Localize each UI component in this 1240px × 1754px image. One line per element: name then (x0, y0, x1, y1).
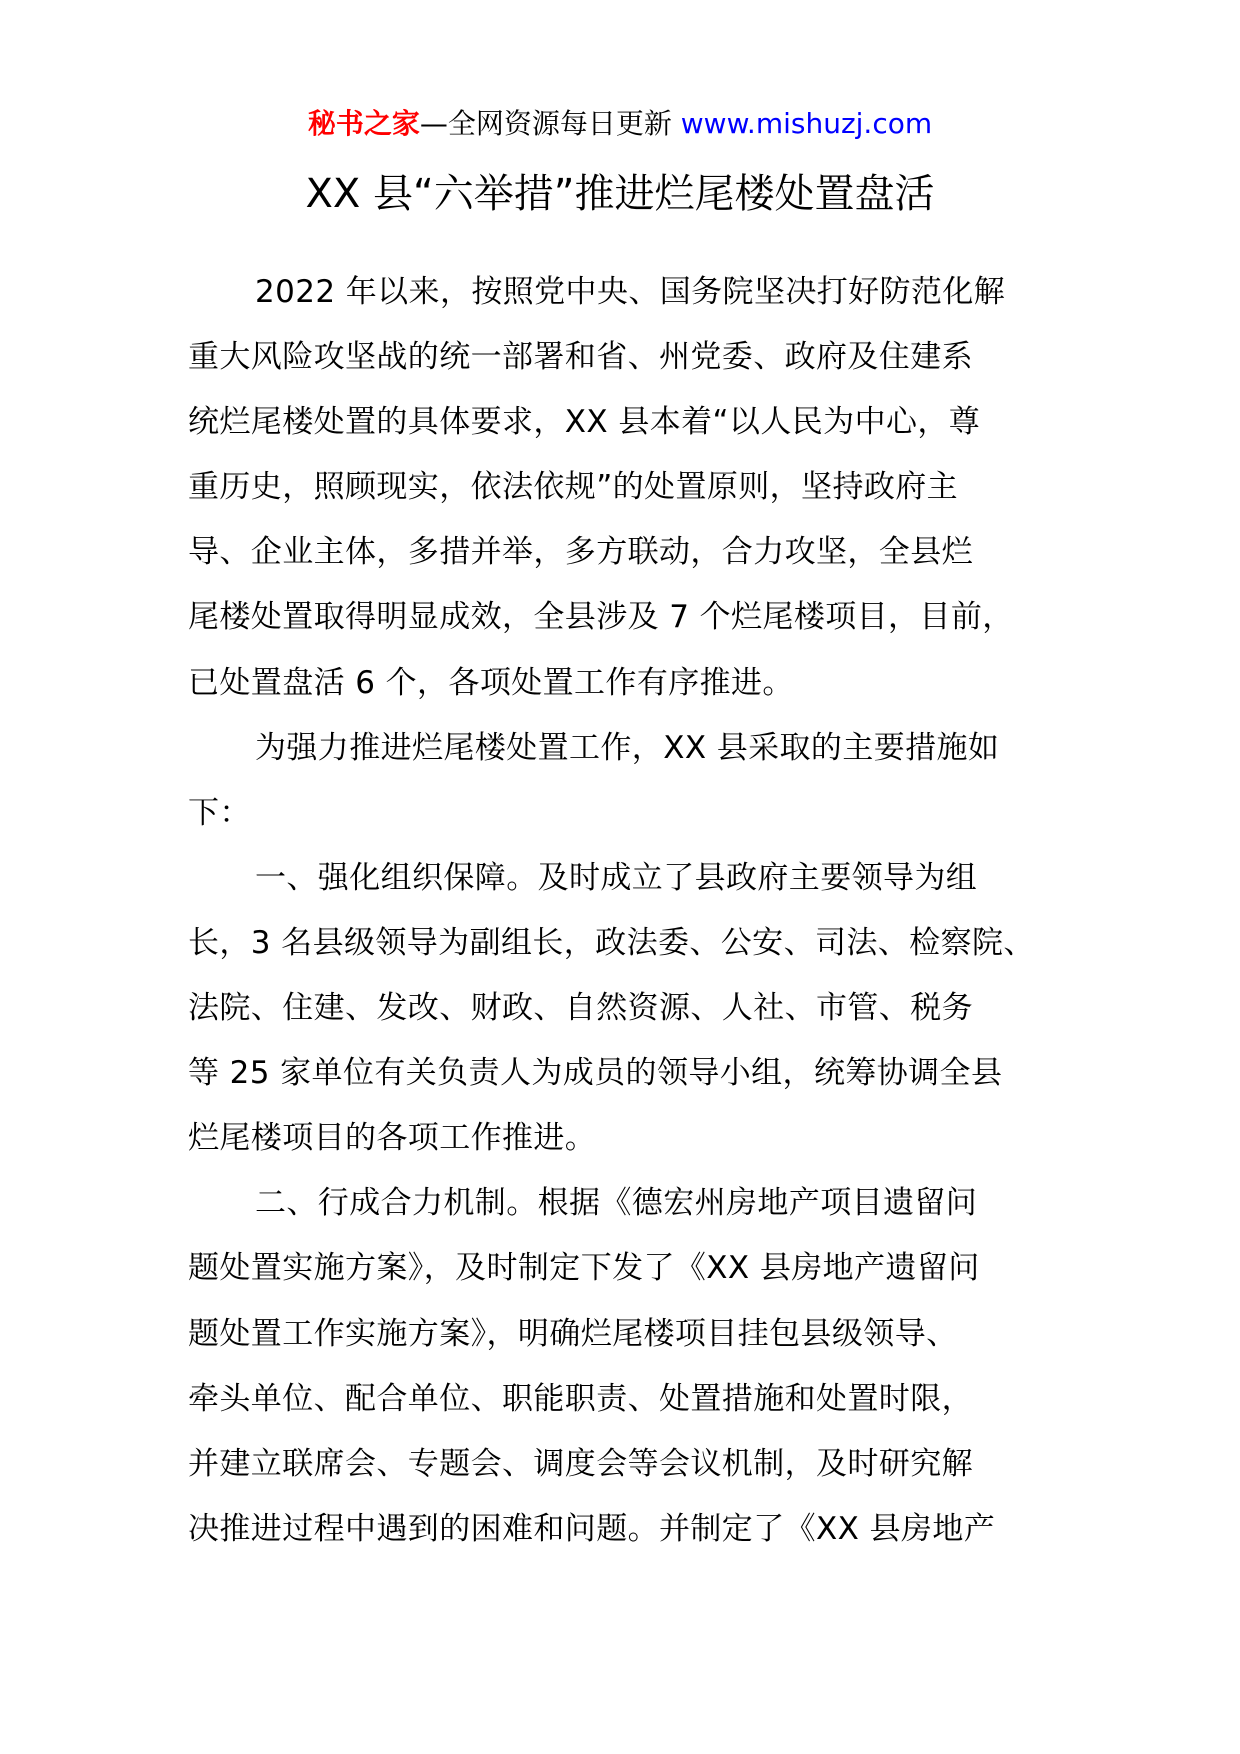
brand-name: 秘书之家 (307, 107, 420, 140)
body-line: 为强力推进烂尾楼处置工作，XX 县采取的主要措施如 (255, 729, 1000, 766)
site-header (0, 104, 1240, 144)
body-line: 下： (188, 794, 251, 831)
body-line: 一、强化组织保障。及时成立了县政府主要领导为组 (255, 859, 978, 896)
body-line: 2022 年以来，按照党中央、国务院坚决打好防范化解 (255, 274, 1006, 310)
body-line: 牵头单位、配合单位、职能职责、处置措施和处置时限， (188, 1380, 973, 1417)
body-line: 决推进过程中遇到的困难和问题。并制定了《XX 县房地产 (188, 1510, 996, 1547)
document-body (188, 260, 1058, 1562)
body-line: 题处置工作实施方案》，明确烂尾楼项目挂包县级领导、 (188, 1315, 958, 1352)
body-line: 统烂尾楼处置的具体要求，XX 县本着“以人民为中心，尊 (188, 404, 981, 441)
site-link[interactable]: www.mishuzj.com (680, 107, 933, 140)
body-line: 重历史，照顾现实，依法依规”的处置原则，坚持政府主 (188, 469, 959, 506)
document-title: XX 县“六举措”推进烂尾楼处置盘活 (305, 171, 935, 217)
body-line: 等 25 家单位有关负责人为成员的领导小组，统筹协调全县 (188, 1055, 1003, 1092)
body-line: 导、企业主体，多措并举，多方联动，合力攻坚，全县烂 (188, 534, 973, 571)
body-line: 重大风险攻坚战的统一部署和省、州党委、政府及住建系 (188, 339, 973, 376)
body-line: 题处置实施方案》，及时制定下发了《XX 县房地产遗留问 (188, 1250, 980, 1287)
body-line: 已处置盘活 6 个，各项处置工作有序推进。 (188, 664, 794, 701)
body-line: 法院、住建、发改、财政、自然资源、人社、市管、税务 (188, 990, 973, 1027)
body-line: 长，3 名县级领导为副组长，政法委、公安、司法、检察院、 (188, 924, 1035, 961)
body-line: 并建立联席会、专题会、调度会等会议机制，及时研究解 (188, 1445, 973, 1482)
body-line: 尾楼处置取得明显成效，全县涉及 7 个烂尾楼项目，目前， (188, 599, 1014, 636)
header-tagline: —全网资源每日更新 (419, 107, 681, 140)
body-line: 二、行成合力机制。根据《德宏州房地产项目遗留问 (255, 1185, 978, 1222)
body-line: 烂尾楼项目的各项工作推进。 (188, 1120, 597, 1157)
